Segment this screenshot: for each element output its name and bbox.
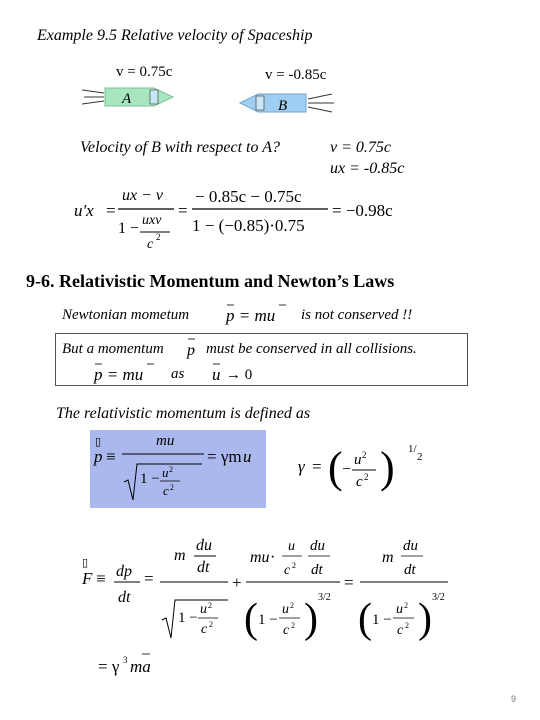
svg-text:2: 2 xyxy=(209,620,213,629)
box-text-1: But a momentum xyxy=(62,341,164,357)
svg-text:dp: dp xyxy=(116,563,132,580)
svg-text:dt: dt xyxy=(404,562,416,578)
svg-text:2: 2 xyxy=(405,621,409,630)
svg-text:1 −: 1 − xyxy=(258,612,278,628)
svg-text:p = mu: p = mu xyxy=(226,306,276,325)
relativistic-force-equation xyxy=(78,530,508,685)
svg-text:1 −: 1 − xyxy=(178,610,198,626)
svg-text:=: = xyxy=(312,457,322,476)
gamma-definition xyxy=(292,430,432,500)
svg-text:2: 2 xyxy=(170,483,174,492)
svg-text:mu: mu xyxy=(156,433,175,449)
svg-text:(: ( xyxy=(244,596,258,642)
svg-text:= γm: = γm xyxy=(207,447,242,466)
svg-text:=: = xyxy=(106,201,116,220)
svg-text:u: u xyxy=(354,452,362,468)
answer-ux: ux = -0.85c xyxy=(330,160,405,177)
svg-text:du: du xyxy=(196,537,212,554)
page-number: 9 xyxy=(511,694,517,704)
svg-text:): ) xyxy=(380,443,395,492)
velocity-limit-formula xyxy=(210,360,270,386)
section-heading: 9-6. Relativistic Momentum and Newton’s Laws xyxy=(26,271,395,291)
svg-text:≡: ≡ xyxy=(106,447,116,466)
newtonian-momentum-formula xyxy=(224,300,294,326)
svg-text:2: 2 xyxy=(208,601,212,610)
answer-v: v = 0.75c xyxy=(330,139,391,156)
eq-denominator-1a: 1 − xyxy=(118,220,140,237)
eq-denominator-1c: c xyxy=(147,237,154,252)
svg-text:c: c xyxy=(397,623,404,638)
ship-a-label: A xyxy=(122,91,132,107)
svg-text:ma: ma xyxy=(130,657,151,676)
box-as-text: as xyxy=(171,366,185,382)
eq-lhs: u'x xyxy=(74,201,94,220)
svg-text:c: c xyxy=(284,563,291,578)
svg-text:): ) xyxy=(304,596,318,642)
not-conserved-text: is not conserved !! xyxy=(301,307,413,323)
velocity-a-label: v = 0.75c xyxy=(116,64,173,80)
svg-text:p = mu: p = mu xyxy=(94,365,144,384)
svg-text:dt: dt xyxy=(311,562,323,578)
velocity-equation xyxy=(70,180,410,260)
relativistic-momentum-formula xyxy=(90,430,266,508)
svg-text:1/: 1/ xyxy=(408,443,417,455)
eq-denominator-1b: uxv xyxy=(142,213,162,228)
spaceship-b xyxy=(238,88,338,118)
eq-denominator-2: 1 − (−0.85)·0.75 xyxy=(192,216,305,235)
svg-text:c: c xyxy=(283,623,290,638)
svg-text:du: du xyxy=(310,538,325,554)
svg-text:F: F xyxy=(82,569,93,588)
svg-text:c: c xyxy=(201,622,208,637)
svg-text:−: − xyxy=(342,461,352,478)
svg-text:3/2: 3/2 xyxy=(432,592,445,603)
svg-text:γ: γ xyxy=(298,457,305,476)
svg-text:2: 2 xyxy=(290,601,294,610)
svg-text:dt: dt xyxy=(197,559,210,576)
velocity-b-label: v = -0.85c xyxy=(265,67,327,83)
relativistic-momentum-text: The relativistic momentum is defined as xyxy=(56,405,311,422)
box-momentum-formula xyxy=(92,360,168,386)
svg-text:=: = xyxy=(344,573,354,592)
svg-text:≡: ≡ xyxy=(96,569,106,588)
svg-text:2: 2 xyxy=(292,561,296,570)
svg-text:2: 2 xyxy=(417,451,423,463)
svg-text:2: 2 xyxy=(364,472,369,482)
svg-text:u: u xyxy=(162,465,169,480)
eq-numerator-1: ux − v xyxy=(122,187,163,204)
svg-text:3: 3 xyxy=(123,655,128,665)
svg-text:▯: ▯ xyxy=(82,557,89,569)
svg-text:(: ( xyxy=(328,443,343,492)
svg-text:2: 2 xyxy=(156,232,161,242)
svg-text:→ 0: → 0 xyxy=(226,367,253,383)
newtonian-label: Newtonian mometum xyxy=(62,307,190,323)
svg-text:2: 2 xyxy=(404,601,408,610)
svg-text:3/2: 3/2 xyxy=(318,592,331,603)
svg-text:c: c xyxy=(163,483,169,498)
svg-text:2: 2 xyxy=(362,450,367,460)
ship-b-label: B xyxy=(278,98,288,114)
svg-text:m: m xyxy=(382,549,394,566)
svg-text:u: u xyxy=(200,602,207,617)
svg-text:u: u xyxy=(288,539,295,554)
spaceship-a xyxy=(80,82,180,112)
example-title: Example 9.5 Relative velocity of Spaceship xyxy=(37,27,313,44)
svg-text:=: = xyxy=(178,201,188,220)
svg-text:1 −: 1 − xyxy=(372,612,392,628)
svg-text:·: · xyxy=(270,549,276,566)
box-text-2: must be conserved in all collisions. xyxy=(206,341,417,357)
svg-text:+: + xyxy=(232,573,242,592)
svg-text:1 −: 1 − xyxy=(140,471,160,487)
svg-text:p: p xyxy=(94,447,103,466)
svg-text:mu: mu xyxy=(250,549,270,566)
eq-result: = −0.98c xyxy=(332,201,393,220)
momentum-p-symbol xyxy=(184,333,204,359)
svg-text:du: du xyxy=(403,538,418,554)
svg-text:u: u xyxy=(282,602,289,617)
svg-text:u: u xyxy=(243,447,252,466)
question-text: Velocity of B with respect to A? xyxy=(80,139,280,156)
svg-text:▯: ▯ xyxy=(95,436,102,448)
svg-text:dt: dt xyxy=(118,589,131,606)
svg-text:= γ: = γ xyxy=(98,657,120,676)
svg-text:=: = xyxy=(144,569,154,588)
svg-text:p: p xyxy=(187,342,195,359)
svg-text:): ) xyxy=(418,596,432,642)
svg-text:(: ( xyxy=(358,596,372,642)
eq-numerator-2: − 0.85c − 0.75c xyxy=(195,187,302,206)
svg-text:2: 2 xyxy=(291,621,295,630)
svg-text:c: c xyxy=(356,474,363,490)
svg-text:2: 2 xyxy=(169,465,173,474)
svg-text:u: u xyxy=(396,602,403,617)
svg-text:u: u xyxy=(212,365,221,384)
svg-text:m: m xyxy=(174,547,186,564)
